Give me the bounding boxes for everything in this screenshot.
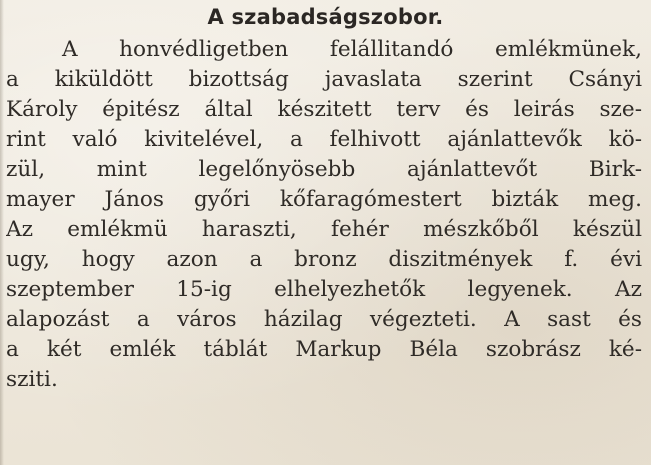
article-line: sziti.	[6, 367, 58, 392]
article-line: mayer János győri kőfaragómestert bizták meg.	[6, 187, 642, 212]
article-title: A szabadságszobor.	[207, 5, 444, 29]
article-line: Az emlékmü haraszti, fehér mészkőből készül	[6, 217, 642, 242]
article-line: szeptember 15-ig elhelyezhetők legyenek. Az	[6, 277, 642, 302]
article-line: rint való kivitelével, a felhivott ajánlattevők kö-	[6, 127, 642, 152]
page-edge-shadow	[0, 0, 4, 465]
article-line: Károly épitész által készitett terv és leirás sze-	[6, 97, 642, 122]
article-line: ugy, hogy azon a bronz diszitmények f. évi	[6, 247, 642, 272]
article-body	[6, 35, 642, 395]
article-line: alapozást a város házilag végezteti. A sast és	[6, 307, 642, 332]
article-line: a kiküldött bizottság javaslata szerint Csányi	[6, 67, 642, 92]
article-line: a két emlék táblát Markup Béla szobrász ké-	[6, 337, 642, 362]
article-line: A honvédligetben felállitandó emlékmünek,	[62, 37, 642, 62]
article-line: zül, mint legelőnyösebb ajánlattevőt Birk-	[6, 157, 642, 182]
